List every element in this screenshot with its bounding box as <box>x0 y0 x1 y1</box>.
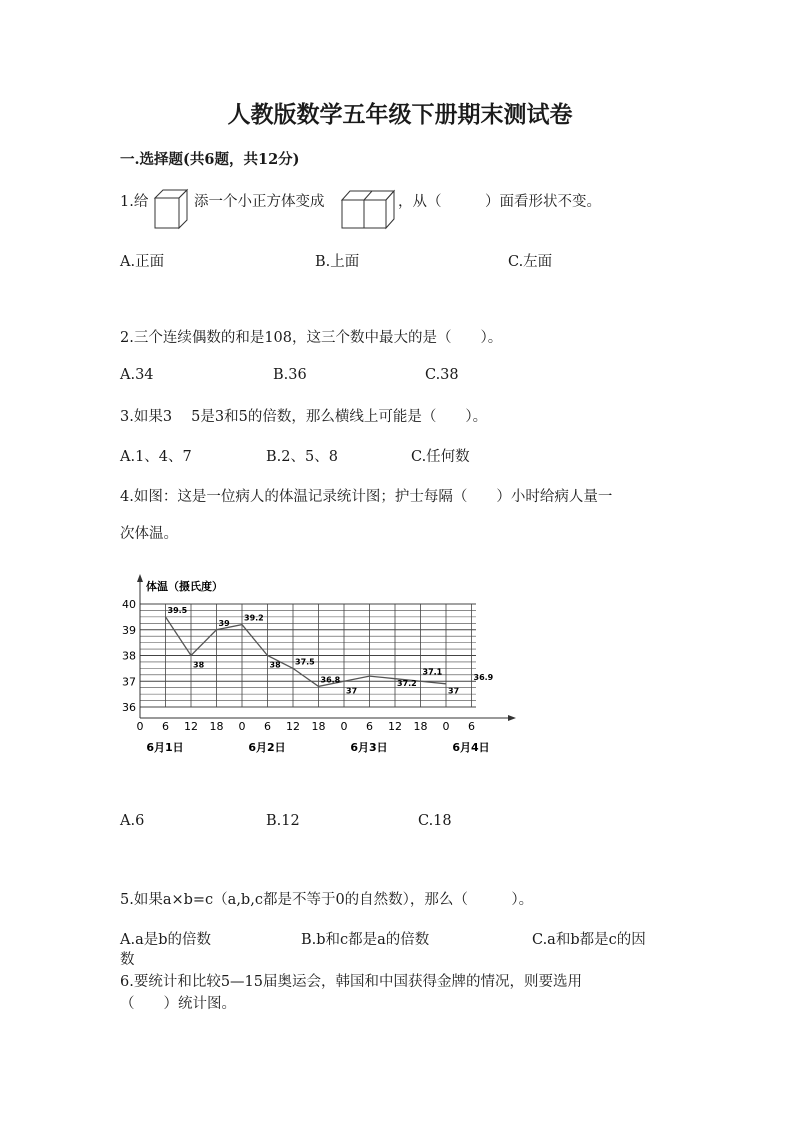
day-label: 6月1日 <box>146 741 184 754</box>
x-tick-label: 18 <box>413 720 428 733</box>
x-tick-label: 18 <box>209 720 224 733</box>
y-tick-label: 37 <box>122 675 136 689</box>
q4-text-line1: 4.如图：这是一位病人的体温记录统计图；护士每隔（ ）小时给病人量一 <box>120 489 613 505</box>
temperature-line-chart <box>110 570 530 770</box>
q6-text-line1: 6.要统计和比较5—15届奥运会，韩国和中国获得金牌的情况，则要选用 <box>120 974 583 990</box>
q2-option-c: C.38 <box>425 367 459 383</box>
q1-text-end: ，从（ ）面看形状不变。 <box>398 194 601 210</box>
q4-text-line2: 次体温。 <box>120 526 178 542</box>
x-tick-label: 18 <box>311 720 326 733</box>
y-axis-arrow <box>137 574 143 582</box>
q3-option-a: A.1、4、7 <box>120 449 192 465</box>
q3-text: 3.如果3 5是3和5的倍数，那么横线上可能是（ ）。 <box>120 409 488 425</box>
x-tick-label: 6 <box>264 720 271 733</box>
q5-text: 5.如果a×b=c（a,b,c都是不等于0的自然数），那么（ ）。 <box>120 892 534 908</box>
x-tick-label: 12 <box>388 720 402 733</box>
q4-option-b: B.12 <box>266 813 300 829</box>
y-tick-label: 38 <box>122 649 136 663</box>
x-tick-label: 12 <box>286 720 300 733</box>
single-cube-figure <box>153 186 189 230</box>
data-point-label: 39.5 <box>167 605 188 615</box>
q5-option-c: C.a和b都是c的因 <box>532 932 646 948</box>
q1-text-middle: 添一个小正方体变成 <box>194 194 325 210</box>
x-tick-label: 0 <box>238 720 246 733</box>
data-point-label: 37 <box>448 686 460 696</box>
day-label: 6月3日 <box>350 741 388 754</box>
data-point-label: 39.2 <box>244 613 264 623</box>
data-point-label: 39 <box>218 618 230 628</box>
data-point-label: 38 <box>269 660 281 670</box>
q4-option-a: A.6 <box>120 813 145 829</box>
q3-option-b: B.2、5、8 <box>266 449 338 465</box>
q1-option-c: C.左面 <box>508 254 553 270</box>
data-point-label: 36.9 <box>473 672 494 682</box>
q6-text-line2: （ ）统计图。 <box>120 996 236 1012</box>
q1-option-a: A.正面 <box>120 254 165 270</box>
double-cube-figure <box>340 186 396 230</box>
x-tick-label: 0 <box>136 720 144 733</box>
x-tick-label: 6 <box>366 720 373 733</box>
q2-option-b: B.36 <box>273 367 307 383</box>
x-axis-arrow <box>508 715 516 721</box>
x-tick-label: 0 <box>340 720 348 733</box>
data-point-label: 36.8 <box>320 675 341 685</box>
y-axis-label: 体温（摄氏度） <box>146 580 223 593</box>
x-tick-label: 6 <box>162 720 169 733</box>
y-tick-label: 36 <box>122 701 136 714</box>
q5-option-c-wrap: 数 <box>120 952 135 968</box>
q2-text: 2.三个连续偶数的和是108，这三个数中最大的是（ ）。 <box>120 330 503 346</box>
section-heading: 一.选择题(共6题，共12分) <box>120 151 300 168</box>
q1-text-start: 1.给 <box>120 194 149 210</box>
q5-option-b: B.b和c都是a的倍数 <box>301 932 430 948</box>
q4-option-c: C.18 <box>418 813 452 829</box>
y-tick-label: 39 <box>122 623 136 637</box>
day-label: 6月2日 <box>248 741 286 754</box>
x-tick-label: 12 <box>184 720 198 733</box>
data-point-label: 38 <box>193 660 205 670</box>
temperature-series-line <box>166 617 447 687</box>
q1-option-b: B.上面 <box>315 254 360 270</box>
q2-option-a: A.34 <box>120 367 154 383</box>
data-point-label: 37.1 <box>422 667 443 677</box>
x-tick-label: 0 <box>442 720 450 733</box>
q3-option-c: C.任何数 <box>411 449 470 465</box>
chart-axes <box>137 574 516 721</box>
y-tick-label: 40 <box>122 598 136 611</box>
data-point-label: 37 <box>346 686 358 696</box>
page-title: 人教版数学五年级下册期末测试卷 <box>227 101 573 128</box>
day-label: 6月4日 <box>452 741 490 754</box>
data-point-label: 37.2 <box>397 679 417 689</box>
data-point-label: 37.5 <box>295 657 315 667</box>
x-tick-label: 6 <box>468 720 475 733</box>
q5-option-a: A.a是b的倍数 <box>120 932 212 948</box>
